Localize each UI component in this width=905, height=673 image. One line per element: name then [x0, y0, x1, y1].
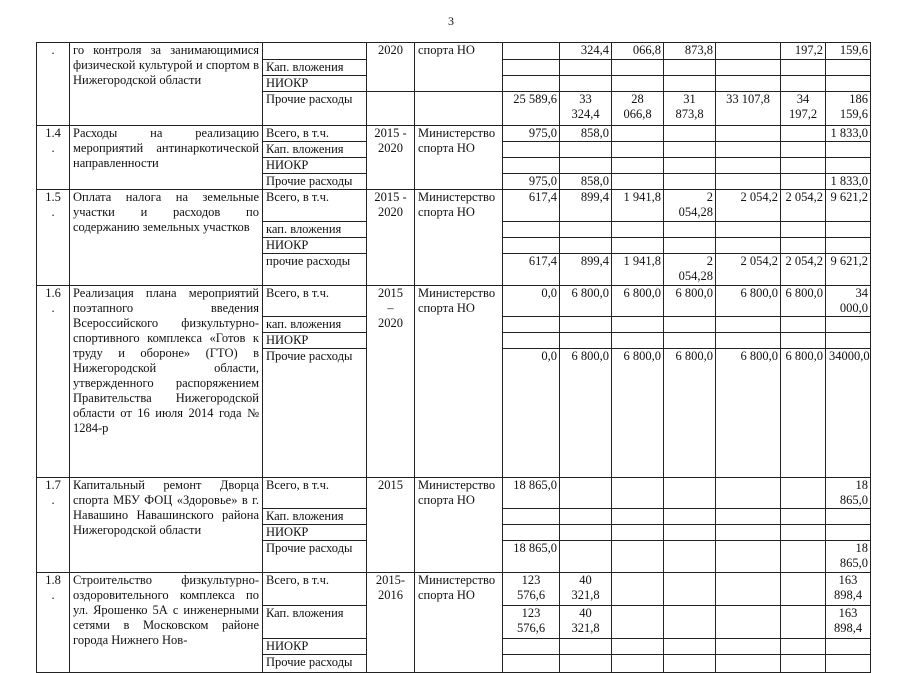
amount-cell: 2 054,2 — [716, 254, 781, 286]
amount-cell — [612, 174, 664, 190]
amount-cell: 6 800,0 — [560, 286, 612, 317]
executor: Министерство спорта НО — [415, 478, 503, 573]
amount-cell — [781, 174, 826, 190]
amount-cell — [716, 573, 781, 606]
item-description: Реализация плана мероприятий поэтапного введения Всероссийского физкультурно-спортивного комплекса «Готов к труду и обороне» (ГТО) в Нижегородской области, утвержденного распоряжением Правительства Нижегородской области от 16 июля 2014 года № 1284-р — [70, 286, 263, 478]
executor: Министерство спорта НО — [415, 190, 503, 286]
amount-cell — [612, 606, 664, 639]
item-description: Оплата налога на земельные участки и расходов по содержанию земельных участков — [70, 190, 263, 286]
cost-type: НИОКР — [263, 639, 367, 655]
period: 2015 — [367, 478, 415, 573]
item-description: го контроля за занимающимися физической культурой и спортом в Нижегородской области — [70, 43, 263, 126]
cost-type: Прочие расходы — [263, 174, 367, 190]
amount-cell — [560, 158, 612, 174]
amount-cell: 6 800,0 — [781, 349, 826, 478]
cost-type: Кап. вложения — [263, 142, 367, 158]
item-number: 1.4 . — [37, 126, 70, 190]
period: 2015 – 2020 — [367, 286, 415, 478]
item-number: 1.7 . — [37, 478, 70, 573]
amount-cell: 163 898,4 — [826, 573, 871, 606]
amount-cell — [503, 639, 560, 655]
cost-type: Кап. вложения — [263, 60, 367, 76]
amount-cell: 6 800,0 — [612, 349, 664, 478]
amount-cell — [826, 222, 871, 238]
amount-cell — [826, 639, 871, 655]
amount-cell — [781, 126, 826, 142]
amount-cell: 873,8 — [664, 43, 716, 60]
amount-cell — [664, 541, 716, 573]
amount-cell — [503, 76, 560, 92]
amount-cell — [560, 541, 612, 573]
amount-cell: 123 576,6 — [503, 573, 560, 606]
table-row — [37, 478, 871, 509]
amount-cell: 34 197,2 — [781, 92, 826, 126]
cost-type: Прочие расходы — [263, 92, 367, 126]
amount-cell — [716, 525, 781, 541]
amount-cell — [560, 222, 612, 238]
amount-cell — [781, 76, 826, 92]
amount-cell — [826, 158, 871, 174]
amount-cell — [826, 333, 871, 349]
item-number: 1.5 . — [37, 190, 70, 286]
amount-cell — [781, 573, 826, 606]
amount-cell — [664, 60, 716, 76]
amount-cell — [716, 43, 781, 60]
cost-type: НИОКР — [263, 238, 367, 254]
amount-cell: 40 321,8 — [560, 606, 612, 639]
amount-cell — [664, 525, 716, 541]
table-row — [37, 286, 871, 317]
amount-cell — [781, 142, 826, 158]
amount-cell — [781, 238, 826, 254]
period: 2015- 2016 — [367, 573, 415, 673]
amount-cell — [664, 126, 716, 142]
cost-type: НИОКР — [263, 333, 367, 349]
amount-cell — [781, 639, 826, 655]
amount-cell: 18 865,0 — [503, 478, 560, 509]
period: 2015 - 2020 — [367, 126, 415, 190]
amount-cell — [664, 606, 716, 639]
amount-cell — [781, 60, 826, 76]
amount-cell — [612, 525, 664, 541]
amount-cell — [716, 541, 781, 573]
amount-cell: 2 054,2 — [781, 254, 826, 286]
amount-cell — [560, 238, 612, 254]
amount-cell — [826, 509, 871, 525]
amount-cell — [503, 317, 560, 333]
amount-cell — [781, 333, 826, 349]
amount-cell — [612, 639, 664, 655]
amount-cell — [664, 573, 716, 606]
amount-cell — [503, 509, 560, 525]
amount-cell — [781, 158, 826, 174]
amount-cell — [560, 76, 612, 92]
amount-cell: 1 941,8 — [612, 190, 664, 222]
cost-type: Всего, в т.ч. — [263, 286, 367, 317]
cost-type: Прочие расходы — [263, 349, 367, 478]
amount-cell — [612, 317, 664, 333]
cost-type — [263, 43, 367, 60]
amount-cell — [503, 222, 560, 238]
amount-cell: 2 054,2 — [781, 190, 826, 222]
amount-cell — [781, 655, 826, 673]
amount-cell — [781, 509, 826, 525]
executor: спорта НО — [415, 43, 503, 92]
amount-cell — [664, 478, 716, 509]
item-description: Расходы на реализацию мероприятий антинаркотической направленности — [70, 126, 263, 190]
amount-cell — [716, 60, 781, 76]
amount-cell — [716, 76, 781, 92]
amount-cell — [560, 142, 612, 158]
amount-cell — [612, 158, 664, 174]
amount-cell — [664, 142, 716, 158]
amount-cell — [716, 655, 781, 673]
amount-cell — [664, 317, 716, 333]
amount-cell — [716, 174, 781, 190]
amount-cell — [826, 142, 871, 158]
amount-cell: 6 800,0 — [716, 286, 781, 317]
amount-cell — [612, 573, 664, 606]
amount-cell: 163 898,4 — [826, 606, 871, 639]
amount-cell: 066,8 — [612, 43, 664, 60]
amount-cell: 2 054,28 — [664, 254, 716, 286]
amount-cell — [781, 525, 826, 541]
amount-cell — [716, 158, 781, 174]
cost-type: Всего, в т.ч. — [263, 478, 367, 509]
amount-cell: 33 107,8 — [716, 92, 781, 126]
amount-cell — [716, 126, 781, 142]
amount-cell: 9 621,2 — [826, 190, 871, 222]
amount-cell — [560, 60, 612, 76]
table-row — [37, 573, 871, 606]
amount-cell — [560, 509, 612, 525]
amount-cell — [716, 222, 781, 238]
amount-cell: 18 865,0 — [826, 541, 871, 573]
amount-cell — [664, 222, 716, 238]
amount-cell: 0,0 — [503, 349, 560, 478]
cost-type: Прочие расходы — [263, 655, 367, 673]
amount-cell: 858,0 — [560, 126, 612, 142]
cost-type: Кап. вложения — [263, 606, 367, 639]
amount-cell: 6 800,0 — [560, 349, 612, 478]
amount-cell — [781, 317, 826, 333]
amount-cell — [716, 142, 781, 158]
amount-cell: 899,4 — [560, 254, 612, 286]
amount-cell — [503, 142, 560, 158]
amount-cell — [560, 478, 612, 509]
amount-cell — [503, 43, 560, 60]
amount-cell — [503, 333, 560, 349]
cost-type: НИОКР — [263, 76, 367, 92]
amount-cell: 617,4 — [503, 254, 560, 286]
amount-cell: 33 324,4 — [560, 92, 612, 126]
amount-cell: 6 800,0 — [612, 286, 664, 317]
cost-type: НИОКР — [263, 525, 367, 541]
amount-cell: 40 321,8 — [560, 573, 612, 606]
amount-cell — [560, 317, 612, 333]
amount-cell: 1 833,0 — [826, 126, 871, 142]
amount-cell: 18 865,0 — [826, 478, 871, 509]
table-row — [37, 126, 871, 142]
amount-cell — [612, 478, 664, 509]
amount-cell: 2 054,2 — [716, 190, 781, 222]
amount-cell — [503, 655, 560, 673]
amount-cell: 1 941,8 — [612, 254, 664, 286]
cost-type: кап. вложения — [263, 317, 367, 333]
amount-cell: 975,0 — [503, 174, 560, 190]
amount-cell: 197,2 — [781, 43, 826, 60]
executor-empty — [415, 92, 503, 126]
period-empty — [367, 92, 415, 126]
amount-cell: 324,4 — [560, 43, 612, 60]
amount-cell: 1 833,0 — [826, 174, 871, 190]
amount-cell — [612, 238, 664, 254]
amount-cell — [612, 60, 664, 76]
amount-cell — [664, 76, 716, 92]
amount-cell — [664, 238, 716, 254]
amount-cell: 34 000,0 — [826, 286, 871, 317]
executor: Министерство спорта НО — [415, 573, 503, 673]
amount-cell — [612, 655, 664, 673]
amount-cell — [612, 333, 664, 349]
table-row — [37, 190, 871, 222]
amount-cell: 0,0 — [503, 286, 560, 317]
amount-cell — [560, 655, 612, 673]
amount-cell — [716, 639, 781, 655]
amount-cell — [781, 541, 826, 573]
amount-cell: 25 589,6 — [503, 92, 560, 126]
table-row — [37, 43, 871, 60]
period: 2015 - 2020 — [367, 190, 415, 286]
amount-cell — [503, 238, 560, 254]
amount-cell: 186 159,6 — [826, 92, 871, 126]
amount-cell: 31 873,8 — [664, 92, 716, 126]
amount-cell — [716, 333, 781, 349]
amount-cell — [826, 76, 871, 92]
amount-cell — [664, 509, 716, 525]
amount-cell: 899,4 — [560, 190, 612, 222]
amount-cell: 123 576,6 — [503, 606, 560, 639]
cost-type: Всего, в т.ч. — [263, 573, 367, 606]
amount-cell — [781, 478, 826, 509]
amount-cell: 975,0 — [503, 126, 560, 142]
amount-cell — [612, 222, 664, 238]
amount-cell: 159,6 — [826, 43, 871, 60]
amount-cell — [716, 317, 781, 333]
item-number: 1.8 . — [37, 573, 70, 673]
cost-type: Прочие расходы — [263, 541, 367, 573]
cost-type: Всего, в т.ч. — [263, 190, 367, 222]
amount-cell — [503, 60, 560, 76]
amount-cell — [781, 222, 826, 238]
amount-cell — [664, 655, 716, 673]
amount-cell — [716, 509, 781, 525]
amount-cell: 6 800,0 — [664, 286, 716, 317]
expenditure-table — [36, 42, 871, 673]
executor: Министерство спорта НО — [415, 126, 503, 190]
amount-cell — [826, 525, 871, 541]
amount-cell: 858,0 — [560, 174, 612, 190]
amount-cell — [612, 541, 664, 573]
amount-cell — [560, 525, 612, 541]
amount-cell — [716, 238, 781, 254]
period: 2020 — [367, 43, 415, 92]
amount-cell — [826, 317, 871, 333]
amount-cell — [716, 606, 781, 639]
amount-cell — [716, 478, 781, 509]
amount-cell: 9 621,2 — [826, 254, 871, 286]
item-number: . — [37, 43, 70, 126]
table-body — [37, 43, 871, 673]
amount-cell — [612, 509, 664, 525]
amount-cell: 34000,0 — [826, 349, 871, 478]
item-description: Строительство физкультурно-оздоровительного комплекса по ул. Ярошенко 5А с инженерными сетями в Московском районе города Нижнего Нов- — [70, 573, 263, 673]
amount-cell — [612, 76, 664, 92]
amount-cell: 6 800,0 — [716, 349, 781, 478]
amount-cell: 6 800,0 — [781, 286, 826, 317]
amount-cell: 18 865,0 — [503, 541, 560, 573]
amount-cell — [560, 639, 612, 655]
amount-cell — [612, 126, 664, 142]
executor: Министерство спорта НО — [415, 286, 503, 478]
amount-cell: 617,4 — [503, 190, 560, 222]
cost-type: НИОКР — [263, 158, 367, 174]
item-description: Капитальный ремонт Дворца спорта МБУ ФОЦ «Здоровье» в г. Навашино Навашинского района Нижегородской области — [70, 478, 263, 573]
amount-cell — [826, 60, 871, 76]
amount-cell — [503, 158, 560, 174]
amount-cell — [664, 639, 716, 655]
amount-cell — [664, 333, 716, 349]
amount-cell — [664, 158, 716, 174]
amount-cell: 28 066,8 — [612, 92, 664, 126]
amount-cell: 2 054,28 — [664, 190, 716, 222]
amount-cell — [612, 142, 664, 158]
amount-cell — [781, 606, 826, 639]
cost-type: прочие расходы — [263, 254, 367, 286]
amount-cell — [664, 174, 716, 190]
page-number: 3 — [448, 14, 454, 28]
amount-cell — [503, 525, 560, 541]
item-number: 1.6 . — [37, 286, 70, 478]
amount-cell — [560, 333, 612, 349]
amount-cell — [826, 655, 871, 673]
amount-cell: 6 800,0 — [664, 349, 716, 478]
amount-cell — [826, 238, 871, 254]
cost-type: Всего, в т.ч. — [263, 126, 367, 142]
cost-type: Кап. вложения — [263, 509, 367, 525]
cost-type: кап. вложения — [263, 222, 367, 238]
